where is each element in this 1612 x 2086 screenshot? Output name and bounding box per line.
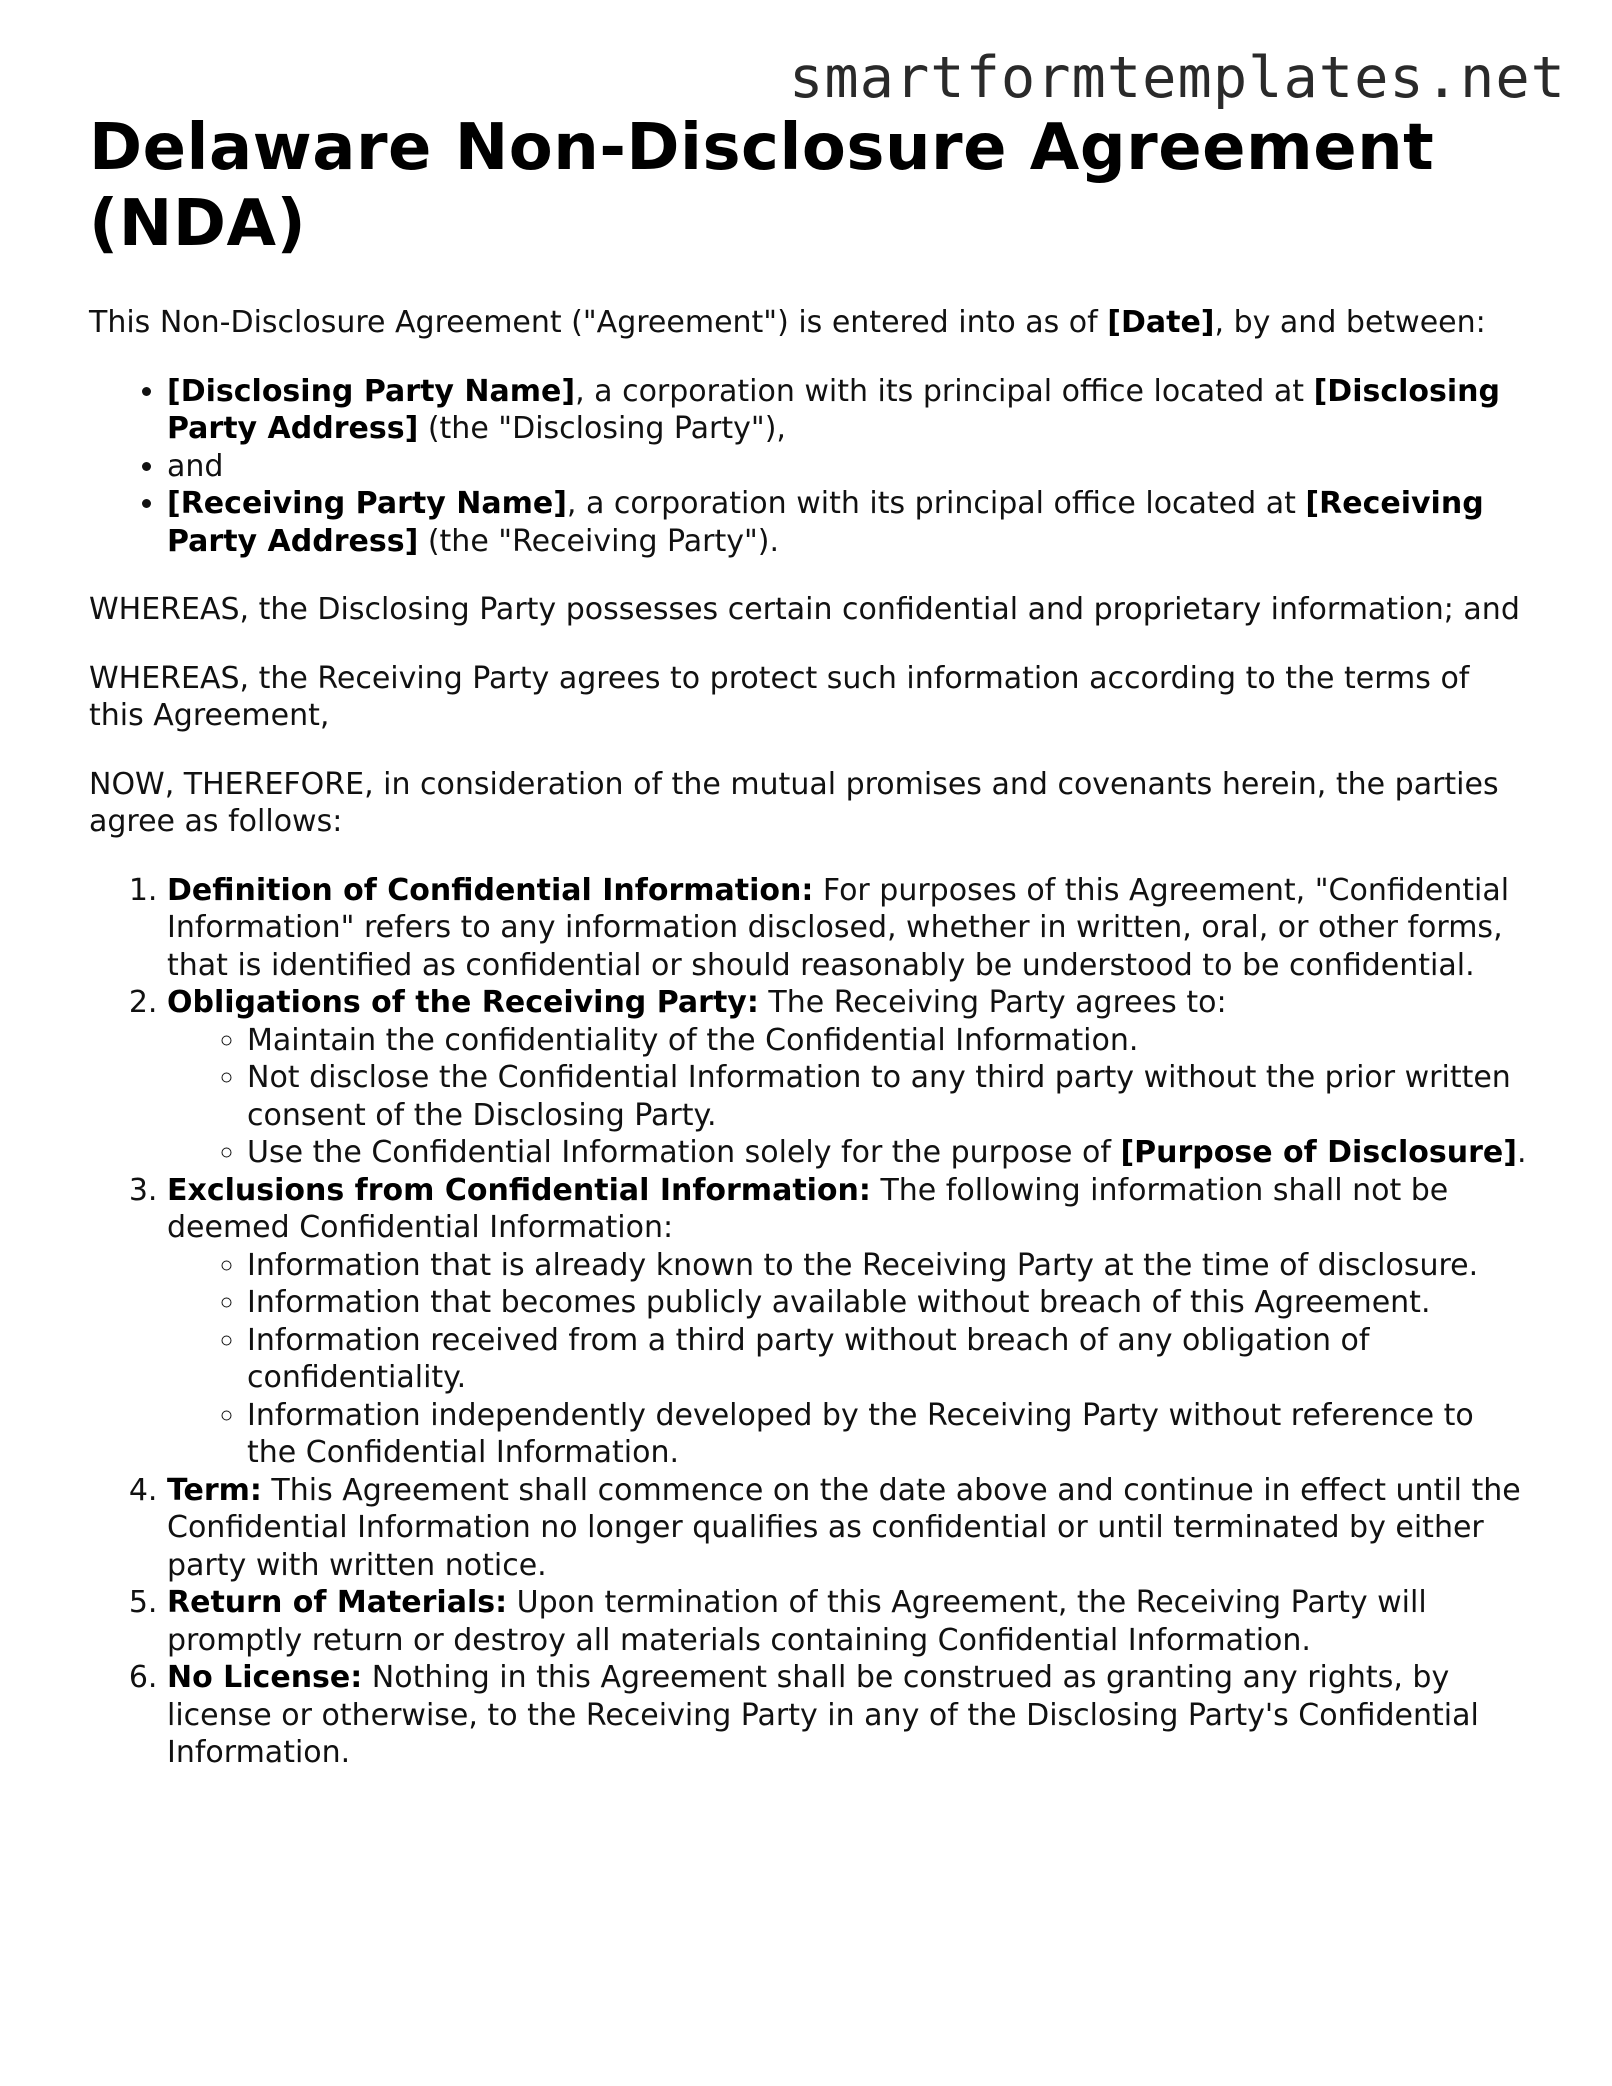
- watermark: smartformtemplates.net: [789, 45, 1566, 111]
- list-item: [247, 1134, 1529, 1172]
- party-description: , a corporation with its principal office located at: [566, 486, 1306, 521]
- receiving-party-name: [Receiving Party Name]: [167, 486, 567, 521]
- disclosing-party-address: [Disclosing Party Address]: [167, 373, 1500, 446]
- list-item: ◦ Maintain the confidentiality of the Confidential Information.: [247, 1022, 1529, 1060]
- purpose-text: Use the Confidential Information solely for the purpose of: [247, 1135, 1121, 1170]
- terms-list: [89, 872, 1529, 1772]
- term-heading: No License:: [167, 1660, 363, 1695]
- term-text: The Receiving Party agrees to:: [758, 985, 1227, 1020]
- term-item: [167, 984, 1529, 1172]
- party-description: , a corporation with its principal office located at: [575, 373, 1314, 409]
- term-text: The following information shall not be deemed Confidential Information:: [167, 1172, 1449, 1245]
- parties-list: [89, 373, 1529, 561]
- list-item: ◦ Information that is already known to the Receiving Party at the time of disclosure.: [247, 1247, 1529, 1285]
- purpose-text-end: .: [1516, 1135, 1527, 1170]
- term-text: For purposes of this Agreement, "Confidential Information" refers to any information disclosed, whether in written, oral, or other forms, that is identified as confidential or should reasonably be understood to be confidential.: [167, 872, 1510, 983]
- term-heading: Return of Materials:: [167, 1585, 508, 1620]
- term-heading: Obligations of the Receiving Party:: [167, 985, 759, 1020]
- term-heading: Exclusions from Confidential Information:: [167, 1172, 871, 1208]
- list-item: ◦ Information received from a third party without breach of any obligation of confidentiality.: [247, 1322, 1529, 1397]
- whereas-paragraph-2: WHEREAS, the Receiving Party agrees to protect such information according to the terms of this Agreement,: [89, 660, 1470, 733]
- disclosing-party-name: [Disclosing Party Name]: [167, 373, 576, 409]
- intro-paragraph: [89, 304, 1529, 342]
- term-item: [167, 1172, 1529, 1472]
- term-item: [167, 872, 1529, 985]
- document-body: [89, 110, 1529, 1772]
- intro-text: This Non-Disclosure Agreement ("Agreement") is entered into as of: [89, 305, 1108, 340]
- list-item: [167, 485, 1529, 560]
- page-title: Delaware Non-Disclosure Agreement (NDA): [89, 111, 1435, 261]
- whereas-paragraph-1: WHEREAS, the Disclosing Party possesses certain confidential and proprietary information; and: [89, 592, 1520, 627]
- list-item: ◦ Information independently developed by the Receiving Party without reference to the Confidential Information.: [247, 1397, 1529, 1472]
- receiving-party-address: [Receiving Party Address]: [167, 486, 1484, 559]
- exclusions-list: [167, 1247, 1529, 1472]
- term-item: [167, 1584, 1529, 1659]
- term-text: Upon termination of this Agreement, the Receiving Party will promptly return or destroy all materials containing Confidential Information.: [167, 1585, 1427, 1658]
- term-item: [167, 1659, 1529, 1772]
- list-item: ◦ Information that becomes publicly available without breach of this Agreement.: [247, 1284, 1529, 1322]
- purpose-placeholder: [Purpose of Disclosure]: [1120, 1135, 1517, 1170]
- party-conjunction: and: [167, 448, 224, 484]
- list-item: [167, 373, 1529, 448]
- term-heading: Term:: [167, 1472, 262, 1508]
- now-therefore-paragraph: NOW, THEREFORE, in consideration of the mutual promises and covenants herein, the parties agree as follows:: [89, 766, 1499, 839]
- list-item: ◦ Not disclose the Confidential Information to any third party without the prior written consent of the Disclosing Party.: [247, 1059, 1529, 1134]
- list-item: [167, 448, 1529, 486]
- party-role: (the "Receiving Party").: [418, 523, 780, 559]
- term-item: [167, 1472, 1529, 1585]
- intro-text-end: , by and between:: [1214, 305, 1486, 340]
- term-heading: Definition of Confidential Information:: [167, 872, 814, 908]
- obligations-list: [167, 1022, 1529, 1172]
- term-text: Nothing in this Agreement shall be construed as granting any rights, by license or otherwise, to the Receiving Party in any of the Disclosing Party's Confidential Information.: [167, 1660, 1479, 1770]
- party-role: (the "Disclosing Party"),: [418, 411, 786, 446]
- term-text: This Agreement shall commence on the date above and continue in effect until the Confidential Information no longer qualifies as confidential or until terminated by either party with written notice.: [167, 1472, 1521, 1583]
- date-placeholder: [Date]: [1107, 305, 1215, 340]
